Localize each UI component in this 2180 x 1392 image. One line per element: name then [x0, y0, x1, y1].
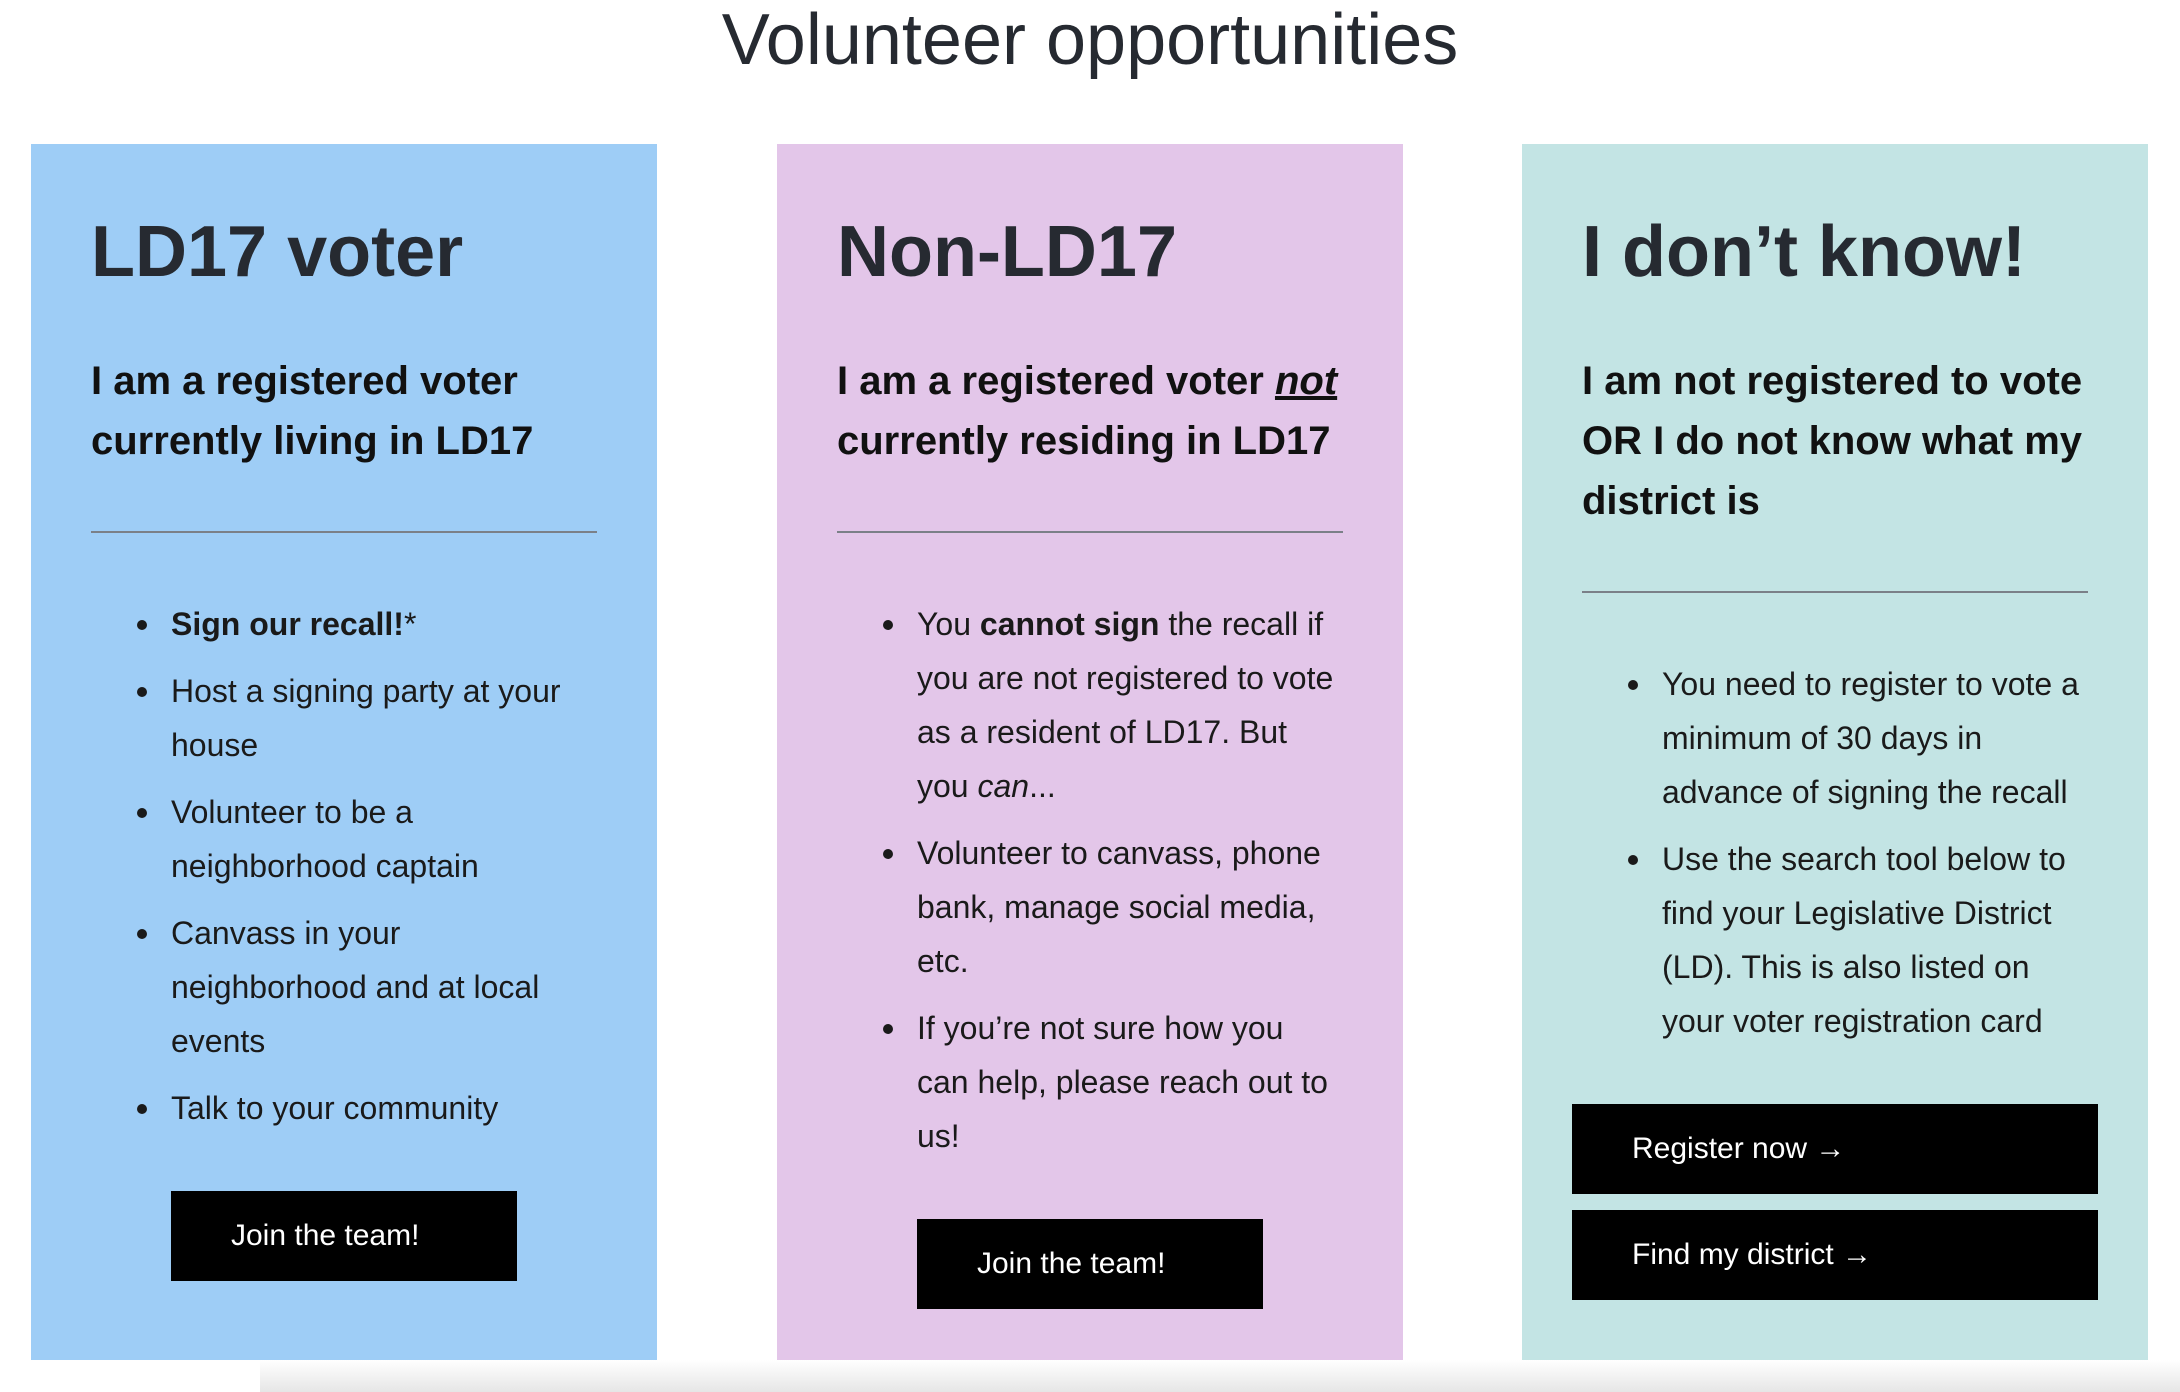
register-now-button[interactable]: Register now → [1572, 1104, 2098, 1194]
list-item: Talk to your community [171, 1081, 597, 1135]
opportunity-list [837, 597, 1343, 1163]
list-item: Volunteer to canvass, phone bank, manage social media, etc. [917, 826, 1343, 988]
list-item: Canvass in your neighborhood and at local events [171, 906, 597, 1068]
join-team-button[interactable]: Join the team! [917, 1219, 1263, 1309]
divider [837, 531, 1343, 533]
card-heading: LD17 voter [91, 212, 464, 292]
card-non-ld17 [777, 144, 1403, 1360]
divider [1582, 591, 2088, 593]
page-title: Volunteer opportunities [721, 0, 1459, 80]
card-heading: I don’t know! [1582, 212, 2026, 292]
card-heading: Non-LD17 [837, 212, 1177, 292]
list-item: Use the search tool below to find your Legislative District (LD). This is also listed on your voter registration card [1662, 832, 2088, 1048]
join-team-button[interactable]: Join the team! [171, 1191, 517, 1281]
card-subtitle: I am a registered voter not currently residing in LD17 [837, 359, 1338, 463]
card-subtitle: I am not registered to vote OR I do not know what my district is [1582, 359, 2083, 523]
list-item: Host a signing party at your house [171, 664, 597, 772]
button-group [1572, 1104, 2088, 1300]
list-item: If you’re not sure how you can help, please reach out to us! [917, 1001, 1343, 1163]
card-ld17-voter [31, 144, 657, 1360]
opportunity-list [1582, 657, 2088, 1048]
find-my-district-button[interactable]: Find my district → [1572, 1210, 2098, 1300]
card-subtitle: I am a registered voter currently living in LD17 [91, 359, 534, 463]
card-dont-know [1522, 144, 2148, 1360]
list-item: Volunteer to be a neighborhood captain [171, 785, 597, 893]
list-item: You need to register to vote a minimum of 30 days in advance of signing the recall [1662, 657, 2088, 819]
divider [91, 531, 597, 533]
list-item: Sign our recall!* [171, 597, 597, 651]
page-shadow [260, 1360, 2180, 1392]
opportunity-list [91, 597, 597, 1135]
list-item: You cannot sign the recall if you are not registered to vote as a resident of LD17. But you can... [917, 597, 1343, 813]
